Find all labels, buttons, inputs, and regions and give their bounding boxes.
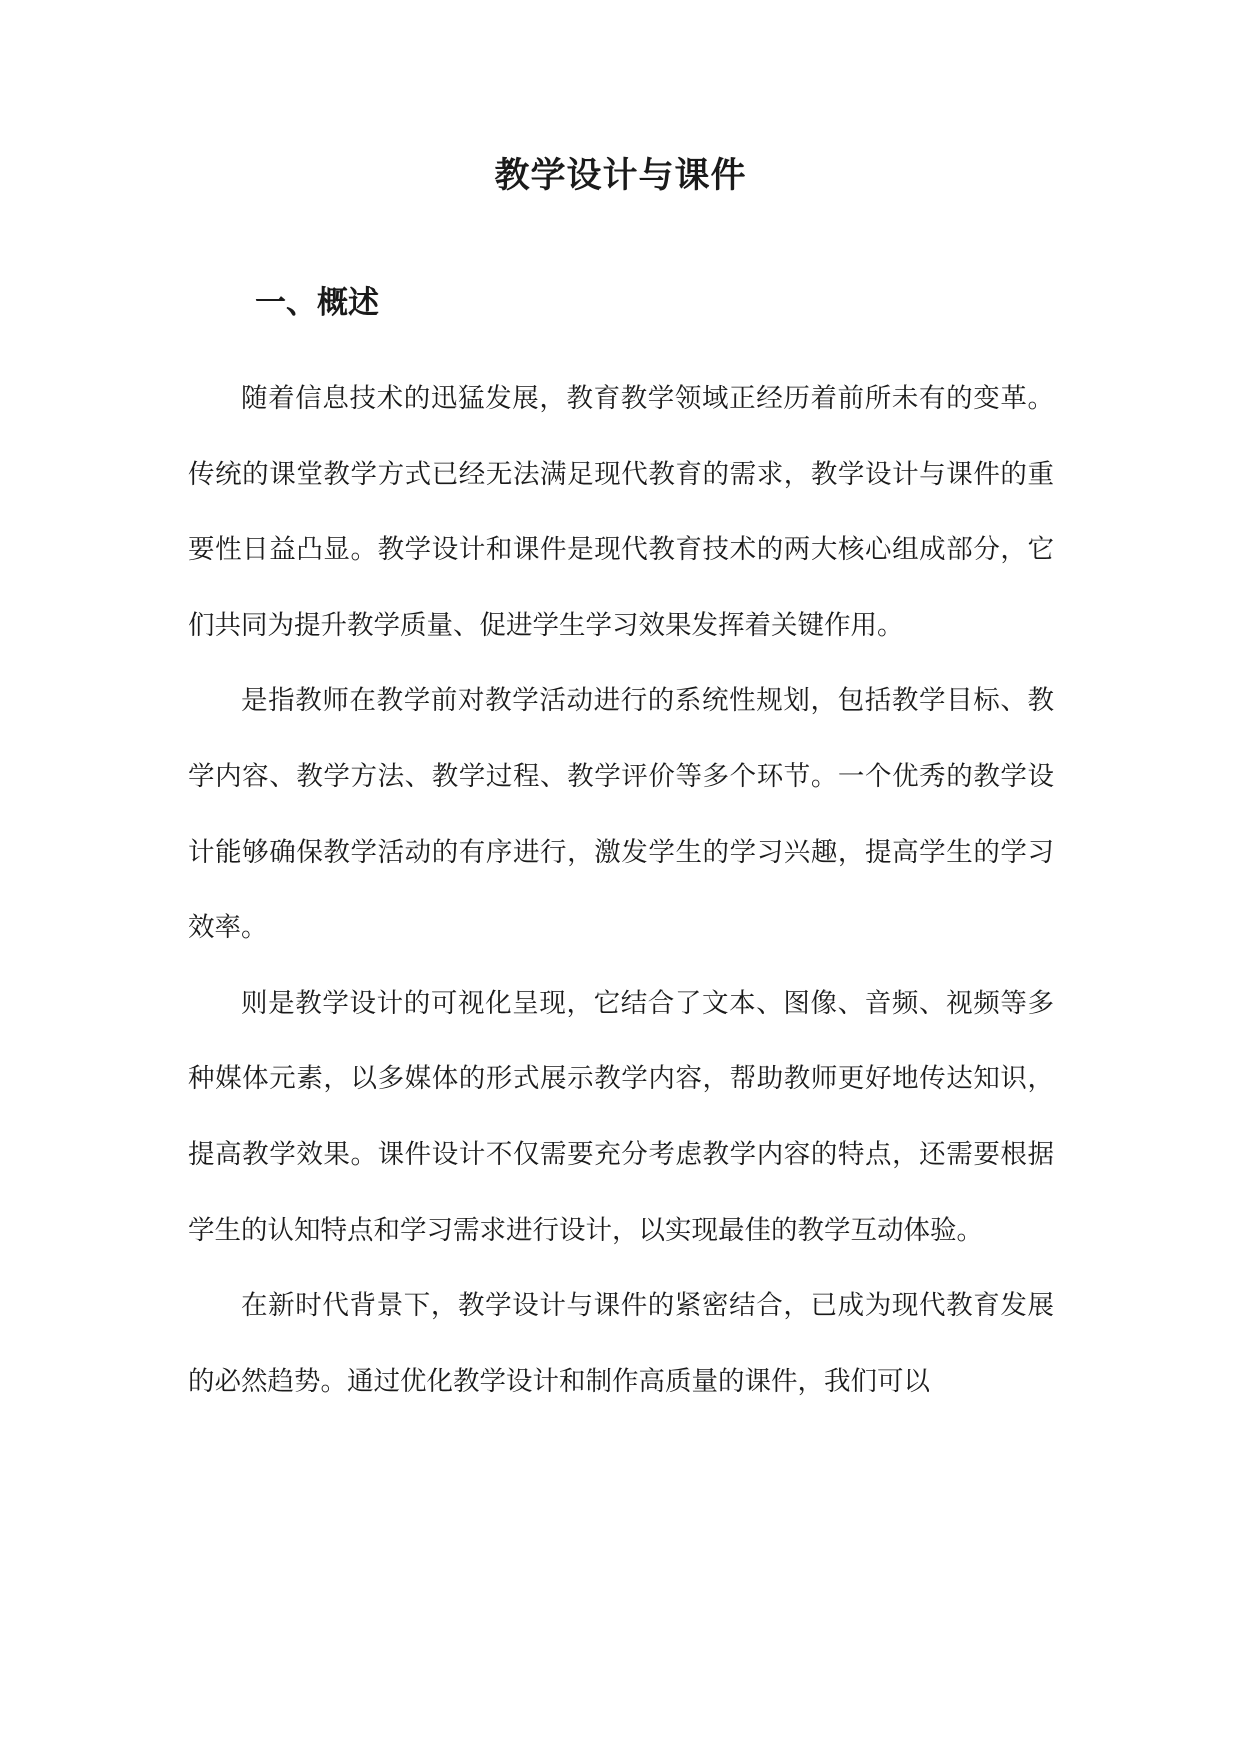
paragraph: 随着信息技术的迅猛发展，教育教学领域正经历着前所未有的变革。传统的课堂教学方式已经无法满足现代教育的需求，教学设计与课件的重要性日益凸显。教学设计和课件是现代教育技术的两大核心组成部分，它们共同为提升教学质量、促进学生学习效果发挥着关键作用。 bbox=[188, 383, 1054, 641]
section-heading: 一、概述 bbox=[255, 285, 379, 321]
paragraph: 是指教师在教学前对教学活动进行的系统性规划，包括教学目标、教学内容、教学方法、教学过程、教学评价等多个环节。一个优秀的教学设计能够确保教学活动的有序进行，激发学生的学习兴趣，提高学生的学习效率。 bbox=[188, 685, 1054, 944]
body-text bbox=[188, 361, 1054, 1419]
document-title: 教学设计与课件 bbox=[494, 156, 747, 196]
paragraph: 则是教学设计的可视化呈现，它结合了文本、图像、音频、视频等多种媒体元素，以多媒体的形式展示教学内容，帮助教师更好地传达知识，提高教学效果。课件设计不仅需要充分考虑教学内容的特点，还需要根据学生的认知特点和学习需求进行设计，以实现最佳的教学互动体验。 bbox=[188, 987, 1054, 1246]
paragraph: 在新时代背景下，教学设计与课件的紧密结合，已成为现代教育发展的必然趋势。通过优化教学设计和制作高质量的课件，我们可以 bbox=[188, 1290, 1054, 1397]
